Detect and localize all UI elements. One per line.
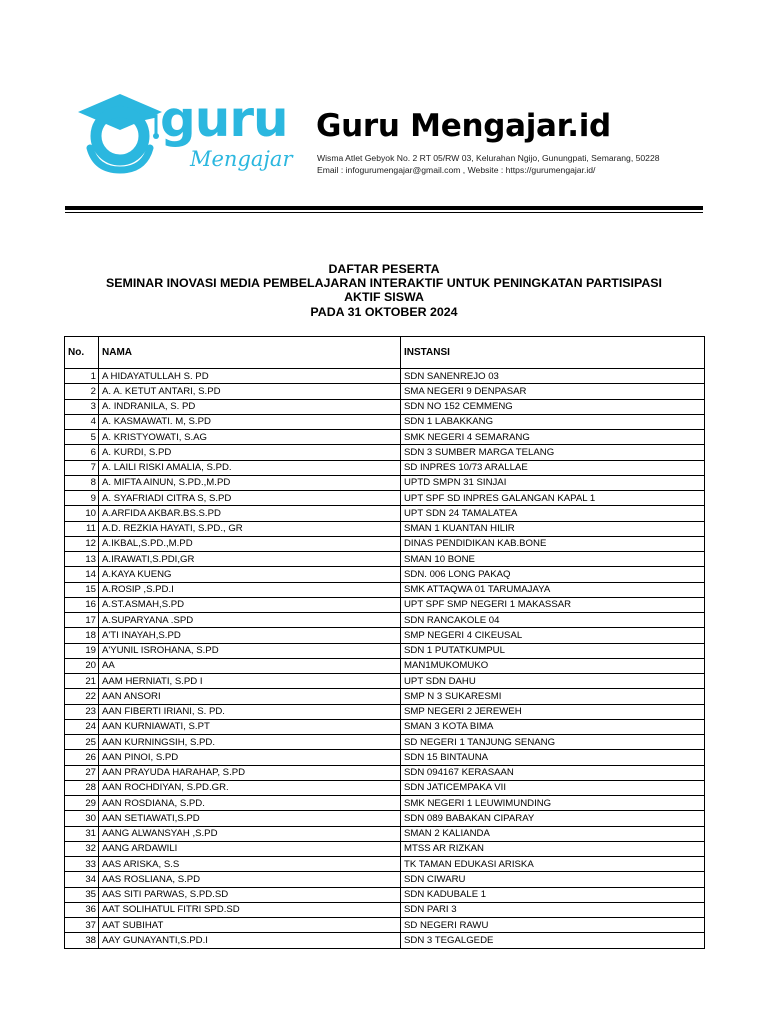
cell-no: 31: [65, 826, 99, 841]
cell-nama: A. SYAFRIADI CITRA S, S.PD: [99, 491, 401, 506]
cell-instansi: SMK NEGERI 4 SEMARANG: [401, 430, 705, 445]
cell-no: 18: [65, 628, 99, 643]
cell-no: 25: [65, 735, 99, 750]
cell-no: 23: [65, 704, 99, 719]
cell-instansi: SMK ATTAQWA 01 TARUMAJAYA: [401, 582, 705, 597]
cell-no: 35: [65, 887, 99, 902]
cell-nama: A.KAYA KUENG: [99, 567, 401, 582]
table-row: [65, 689, 705, 704]
brand-name: Guru Mengajar.id: [316, 108, 611, 144]
cell-no: 17: [65, 613, 99, 628]
address-line: Wisma Atlet Gebyok No. 2 RT 05/RW 03, Kelurahan Ngijo, Gunungpati, Semarang, 50228: [317, 153, 660, 163]
cell-no: 9: [65, 491, 99, 506]
cell-no: 32: [65, 841, 99, 856]
header-instansi: INSTANSI: [401, 337, 705, 369]
table-row: [65, 430, 705, 445]
cell-instansi: SDN PARI 3: [401, 902, 705, 917]
table-row: [65, 475, 705, 490]
cell-no: 3: [65, 399, 99, 414]
cell-no: 29: [65, 796, 99, 811]
cell-nama: A HIDAYATULLAH S. PD: [99, 369, 401, 384]
cell-nama: AAS SITI PARWAS, S.PD.SD: [99, 887, 401, 902]
cell-nama: A'YUNIL ISROHANA, S.PD: [99, 643, 401, 658]
cell-instansi: UPT SPF SD INPRES GALANGAN KAPAL 1: [401, 491, 705, 506]
contact-line: Email : infogurumengajar@gmail.com , Website : https://gurumengajar.id/: [317, 165, 596, 175]
table-row: [65, 857, 705, 872]
header-divider-thick: [65, 206, 703, 210]
table-body: [65, 369, 705, 949]
cell-no: 10: [65, 506, 99, 521]
participant-table: [64, 336, 705, 949]
cell-instansi: SDN 094167 KERASAAN: [401, 765, 705, 780]
cell-nama: AAN SETIAWATI,S.PD: [99, 811, 401, 826]
cell-nama: AANG ARDAWILI: [99, 841, 401, 856]
cell-nama: AANG ALWANSYAH ,S.PD: [99, 826, 401, 841]
cell-instansi: SD NEGERI 1 TANJUNG SENANG: [401, 735, 705, 750]
cell-no: 13: [65, 552, 99, 567]
cell-instansi: SDN CIWARU: [401, 872, 705, 887]
cell-nama: A. KASMAWATI. M, S.PD: [99, 414, 401, 429]
cell-instansi: SDN RANCAKOLE 04: [401, 613, 705, 628]
cell-nama: AAM HERNIATI, S.PD I: [99, 674, 401, 689]
table-row: [65, 582, 705, 597]
cell-no: 14: [65, 567, 99, 582]
cell-no: 6: [65, 445, 99, 460]
cell-nama: AAS ROSLIANA, S.PD: [99, 872, 401, 887]
cell-nama: AAN PRAYUDA HARAHAP, S.PD: [99, 765, 401, 780]
table-row: [65, 704, 705, 719]
cell-no: 27: [65, 765, 99, 780]
cell-no: 8: [65, 475, 99, 490]
cell-nama: A.IRAWATI,S.PDI,GR: [99, 552, 401, 567]
table-row: [65, 643, 705, 658]
table-row: [65, 552, 705, 567]
cell-no: 12: [65, 536, 99, 551]
table-row: [65, 506, 705, 521]
cell-instansi: SDN 3 SUMBER MARGA TELANG: [401, 445, 705, 460]
cell-instansi: MTSS AR RIZKAN: [401, 841, 705, 856]
title-line-2: SEMINAR INOVASI MEDIA PEMBELAJARAN INTERAKTIF UNTUK PENINGKATAN PARTISIPASI: [106, 276, 662, 291]
header-nama: NAMA: [99, 337, 401, 369]
cell-instansi: SMA NEGERI 9 DENPASAR: [401, 384, 705, 399]
cell-instansi: SDN 089 BABAKAN CIPARAY: [401, 811, 705, 826]
table-row: [65, 841, 705, 856]
cell-no: 30: [65, 811, 99, 826]
cell-nama: AAT SOLIHATUL FITRI SPD.SD: [99, 902, 401, 917]
table-row: [65, 780, 705, 795]
table-row: [65, 902, 705, 917]
table-row: [65, 719, 705, 734]
cell-no: 28: [65, 780, 99, 795]
table-row: [65, 826, 705, 841]
table-row: [65, 491, 705, 506]
table-row: [65, 414, 705, 429]
table-row: [65, 918, 705, 933]
graduation-cap-face-icon: [76, 90, 166, 174]
cell-no: 16: [65, 597, 99, 612]
cell-instansi: SMAN 2 KALIANDA: [401, 826, 705, 841]
cell-nama: A. KURDI, S.PD: [99, 445, 401, 460]
cell-nama: A. KRISTYOWATI, S.AG: [99, 430, 401, 445]
table-row: [65, 613, 705, 628]
cell-instansi: SDN JATICEMPAKA VII: [401, 780, 705, 795]
table-row: [65, 597, 705, 612]
table-row: [65, 796, 705, 811]
cell-instansi: UPT SDN DAHU: [401, 674, 705, 689]
cell-instansi: SMAN 1 KUANTAN HILIR: [401, 521, 705, 536]
table-row: [65, 445, 705, 460]
table-row: [65, 674, 705, 689]
cell-instansi: SDN 3 TEGALGEDE: [401, 933, 705, 948]
title-line-3: AKTIF SISWA: [344, 290, 424, 305]
cell-nama: AAN ANSORI: [99, 689, 401, 704]
cell-no: 1: [65, 369, 99, 384]
cell-no: 15: [65, 582, 99, 597]
cell-nama: AAN KURNINGSIH, S.PD.: [99, 735, 401, 750]
cell-nama: AAT SUBIHAT: [99, 918, 401, 933]
cell-no: 5: [65, 430, 99, 445]
cell-no: 38: [65, 933, 99, 948]
cell-nama: AAN ROCHDIYAN, S.PD.GR.: [99, 780, 401, 795]
cell-nama: A.IKBAL,S.PD.,M.PD: [99, 536, 401, 551]
cell-no: 33: [65, 857, 99, 872]
table-row: [65, 750, 705, 765]
cell-nama: AA: [99, 658, 401, 673]
cell-instansi: SMAN 3 KOTA BIMA: [401, 719, 705, 734]
table-row: [65, 872, 705, 887]
cell-nama: A.SUPARYANA .SPD: [99, 613, 401, 628]
guru-mengajar-logo: [76, 90, 302, 174]
table-header-row: [65, 337, 705, 369]
cell-instansi: UPT SDN 24 TAMALATEA: [401, 506, 705, 521]
table-row: [65, 933, 705, 948]
cell-instansi: DINAS PENDIDIKAN KAB.BONE: [401, 536, 705, 551]
cell-no: 11: [65, 521, 99, 536]
cell-no: 7: [65, 460, 99, 475]
cell-no: 21: [65, 674, 99, 689]
cell-nama: A.ROSIP ,S.PD.I: [99, 582, 401, 597]
cell-no: 20: [65, 658, 99, 673]
cell-nama: A.ARFIDA AKBAR.BS.S.PD: [99, 506, 401, 521]
cell-nama: A.D. REZKIA HAYATI, S.PD., GR: [99, 521, 401, 536]
logo-word: guru: [160, 90, 288, 148]
cell-no: 34: [65, 872, 99, 887]
cell-nama: AAN FIBERTI IRIANI, S. PD.: [99, 704, 401, 719]
table-row: [65, 628, 705, 643]
header-no: No.: [65, 337, 99, 369]
cell-no: 26: [65, 750, 99, 765]
table-row: [65, 567, 705, 582]
cell-instansi: SDN NO 152 CEMMENG: [401, 399, 705, 414]
table-row: [65, 399, 705, 414]
cell-nama: A'TI INAYAH,S.PD: [99, 628, 401, 643]
header-divider-thin: [65, 212, 703, 213]
table-row: [65, 536, 705, 551]
cell-instansi: SD INPRES 10/73 ARALLAE: [401, 460, 705, 475]
cell-nama: A. LAILI RISKI AMALIA, S.PD.: [99, 460, 401, 475]
cell-instansi: SMP NEGERI 4 CIKEUSAL: [401, 628, 705, 643]
cell-nama: AAN ROSDIANA, S.PD.: [99, 796, 401, 811]
cell-nama: A. A. KETUT ANTARI, S.PD: [99, 384, 401, 399]
cell-instansi: SDN 1 PUTATKUMPUL: [401, 643, 705, 658]
cell-nama: A. MIFTA AINUN, S.PD.,M.PD: [99, 475, 401, 490]
document-title: [60, 262, 708, 319]
title-line-4: PADA 31 OKTOBER 2024: [310, 304, 458, 319]
logo-subtitle: Mengajar: [190, 147, 293, 171]
cell-instansi: SMAN 10 BONE: [401, 552, 705, 567]
cell-nama: AAN KURNIAWATI, S.PT: [99, 719, 401, 734]
cell-instansi: SDN. 006 LONG PAKAQ: [401, 567, 705, 582]
title-line-1: DAFTAR PESERTA: [328, 262, 440, 276]
cell-instansi: TK TAMAN EDUKASI ARISKA: [401, 857, 705, 872]
cell-no: 22: [65, 689, 99, 704]
cell-instansi: SDN 1 LABAKKANG: [401, 414, 705, 429]
table-row: [65, 460, 705, 475]
cell-instansi: SMK NEGERI 1 LEUWIMUNDING: [401, 796, 705, 811]
cell-instansi: SDN SANENREJO 03: [401, 369, 705, 384]
table-row: [65, 887, 705, 902]
cell-no: 2: [65, 384, 99, 399]
cell-instansi: SDN KADUBALE 1: [401, 887, 705, 902]
cell-instansi: MAN1MUKOMUKO: [401, 658, 705, 673]
table-row: [65, 765, 705, 780]
table-row: [65, 521, 705, 536]
cell-no: 37: [65, 918, 99, 933]
cell-instansi: SMP N 3 SUKARESMI: [401, 689, 705, 704]
cell-instansi: SMP NEGERI 2 JEREWEH: [401, 704, 705, 719]
cell-nama: AAN PINOI, S.PD: [99, 750, 401, 765]
table-row: [65, 369, 705, 384]
cell-instansi: SDN 15 BINTAUNA: [401, 750, 705, 765]
cell-nama: AAS ARISKA, S.S: [99, 857, 401, 872]
table-row: [65, 384, 705, 399]
cell-nama: AAY GUNAYANTI,S.PD.I: [99, 933, 401, 948]
cell-nama: A.ST.ASMAH,S.PD: [99, 597, 401, 612]
table-row: [65, 811, 705, 826]
cell-no: 24: [65, 719, 99, 734]
cell-no: 36: [65, 902, 99, 917]
table-row: [65, 658, 705, 673]
cell-instansi: UPT SPF SMP NEGERI 1 MAKASSAR: [401, 597, 705, 612]
table-row: [65, 735, 705, 750]
cell-no: 4: [65, 414, 99, 429]
cell-no: 19: [65, 643, 99, 658]
cell-instansi: UPTD SMPN 31 SINJAI: [401, 475, 705, 490]
cell-instansi: SD NEGERI RAWU: [401, 918, 705, 933]
cell-nama: A. INDRANILA, S. PD: [99, 399, 401, 414]
